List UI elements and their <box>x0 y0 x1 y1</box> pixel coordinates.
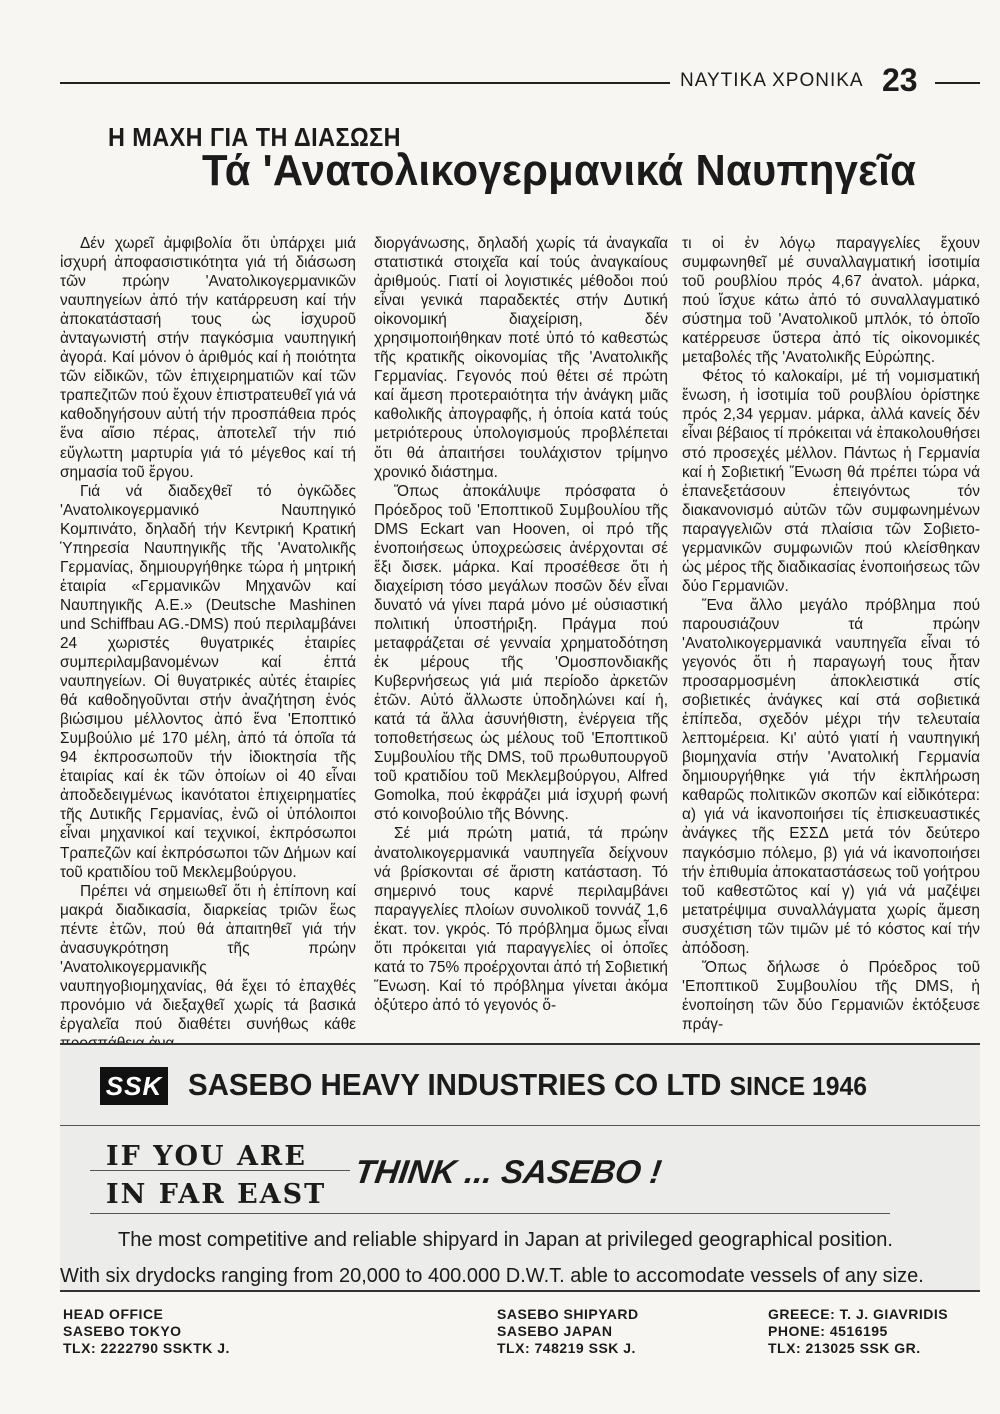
paragraph: διοργάνωσης, δηλαδή χωρίς τά ἀναγκαῖα στατιστικά στοιχεῖα καί τούς ἀναγκαίους ἀριθμούς. Γιατί οἱ λογιστικές μέθοδοι πού εἶναι γενικά παραδεκτές στήν Δυτική οἰκονομική διαχείριση, δέν χρησιμοποιήθηκαν ποτέ ὑπό τό καθεστώς τῆς κρατικῆς οἰκονομίας τῆς 'Ανατολικῆς Γερμανίας. Γεγονός πού θέτει σέ πρώτη καί ἄμεση προτεραιότητα τήν ἀνάγκη μιᾶς καθολικῆς ἀπογραφῆς, ἡ ὁποία κατά τούς μετριότερους ὑπολογισμούς προβλέπεται ὅτι θά ἀπαιτήσει τουλάχιστον τρίμηνο χρονικό διάστημα. <box>374 235 668 481</box>
paragraph: Γιά νά διαδεχθεῖ τό ὀγκῶδες 'Ανατολικογερμανικό Ναυπηγικό Κομπινάτο, δηλαδή τήν Κεντρική Κρατική Ὑπηρεσία Ναυπηγικῆς τῆς 'Ανατολικῆς Γερμανίας, δημιουργήθηκε τώρα ἡ μητρική ἑταιρία «Γερμανικῶν Μηχανῶν καί Ναυπηγικῆς Α.Ε.» (Deutsche Mashinen und Schiffbau AG.-DMS) πού περιλαμβάνει 24 χωριστές θυγατρικές ἑταιρίες συμπεριλαμβανομένων καί ἑπτά ναυπηγείων. Οἱ θυγατρικές αὐτές ἑταιρίες θά καθοδηγοῦνται στήν ἀναζήτηση ἑνός βιώσιμου μέλλοντος ἀπό ἕνα 'Εποπτικό Συμβούλιο μέ 170 μέλη, ἀπό τά ὁποῖα τά 94 ἐκπροσωποῦν τήν ἰδιοκτησία τῆς ἑταιρίας καί ἐκ τῶν ὁποίων οἱ 40 εἶναι ἀποδεδειγμένως ἱκανότατοι ἐπιχειρηματίες τῆς Δυτικῆς Γερμανίας, ἐνῶ οἱ ὑπόλοιποι εἶναι μηχανικοί καί τεχνικοί, ἐκπρόσωποι Τραπεζῶν καί ἐκπρόσωποι τῶν Δήμων καί τοῦ κρατιδίου τοῦ Μεκλεμβούργου. <box>60 482 356 881</box>
article-column-3 <box>682 234 980 1034</box>
article-column-2 <box>374 234 668 1015</box>
paragraph: Σέ μιά πρώτη ματιά, τά πρώην ἀνατολικογερμανικά ναυπηγεῖα δείχνουν νά βρίσκονται σέ ἄριστη κατάσταση. Τό σημερινό τους καρνέ περιλαμβάνει παραγγελίες πλοίων συνολικοῦ τοννάζ 1,6 ἑκατ. τον. γκρός. Τό πρόβλημα ὅμως εἶναι ὅτι πρόκειται γιά παραγγελίες οἱ ὁποῖες κατά το 75% προέρχονται ἀπό τή Σοβιετική Ἕνωση. Καί τό πρόβλημα γίνεται ἀκόμα ὀξύτερο ἀπό τό γεγονός ὅ- <box>374 825 668 1014</box>
address-head-office: HEAD OFFICE SASEBO TOKYO TLX: 2222790 SSKTK J. <box>63 1306 230 1356</box>
paragraph: τι οἱ ἐν λόγῳ παραγγελίες ἔχουν συμφωνηθεῖ μέ συναλλαγματική ἰσοτιμία τοῦ ρουβλίου πρός 4,67 ἀνατολ. μάρκα, πού ἴσχυε κάτω ἀπό τό συναλλαγματικό σύστημα τοῦ 'Ανατολικοῦ μπλόκ, τό ὁποῖο κατέρρευσε ὕστερα ἀπό τίς οἰκονομικές μεταβολές τῆς 'Ανατολικῆς Εὐρώπης. <box>682 235 980 367</box>
since-text: SINCE 1946 <box>729 1071 867 1101</box>
paragraph: Πρέπει νά σημειωθεῖ ὅτι ἡ ἐπίπονη καί μακρά διαδικασία, διαρκείας τριῶν ἕως πέντε ἐτῶν, πού θά ἀπαιτηθεῖ γιά τήν ἀνασυγκρότηση τῆς πρώην 'Ανατολικογερμανικῆς ναυπηγοβιομηχανίας, θά ἔχει τό ἐπαχθές προνόμιο νά διεξαχθεῖ χωρίς τά βασικά ἐργαλεῖα πού διαθέτει συνήθως κάθε <box>60 882 356 1033</box>
paragraph: Ἕνα ἄλλο μεγάλο πρόβλημα πού παρουσιάζουν τά πρώην 'Ανατολικογερμανικά ναυπηγεῖα εἶναι τό γεγονός ὅτι ἡ παραγωγή τους ἦταν προσαρμοσμένη ἀποκλειστικά στίς σοβιετικές ἀνάγκες καί στά σοβιετικά ἐπίπεδα, σχεδόν μέχρι τήν τελευταία λεπτομέρεια. Κι' αὐτό γιατί ἡ ναυπηγική βιομηχανία στήν 'Ανατολική Γερμανία δημιουργήθηκε γιά τήν ἐκπλήρωση καθαρῶς πολιτικῶν σκοπῶν καί εἰδικότερα: α) γιά νά ἱκανοποιήσει τίς ἐπισκευαστικές ἀνάγκες τῆς ΕΣΣΔ μετά τόν δεύτερο παγκόσμιο πόλεμο, β) γιά νά ἱκανοποιήσει τήν ἐπιθυμία ἀποκαταστάσεως τοῦ γοήτρου τοῦ καθεστῶτος καί γ) γιά νά μαζέψει μετατρέψιμα συναλλάγματα χωρίς ἄμεση συσχέτιση τῶν τιμῶν μέ τό κόστος καί τήν ἀπόδοση. <box>682 596 980 957</box>
paragraph: Φέτος τό καλοκαίρι, μέ τή νομισματική ἕνωση, ἡ ἰσοτιμία τοῦ ρουβλίου ὁρίστηκε πρός 2,34 γερμαν. μάρκα, ἀλλά κανείς δέν εἶναι βέβαιος τί πρόκειται νά ἐπακολουθήσει στό προσεχές μέλλον. Πάντως ἡ Γερμανία καί ἡ Σοβιετική Ἕνωση θά πρέπει τώρα νά ἐπανεξετάσουν ἐπειγόντως τόν διακανονισμό αὐτῶν τῶν συμφωνημένων παραγγελιῶν στά πλαίσια τῶν Σοβιετο-γερμανικῶν συμφωνιῶν πού κλείσθηκαν ὡς μέρος τῆς διαδικασίας ἑνοποιήσεως τῶν δύο Γερμανιῶν. <box>682 368 980 595</box>
ad-line-2: IN FAR EAST <box>106 1179 327 1210</box>
header-rule-left <box>60 82 670 84</box>
ad-slogan: THINK ... SASEBO ! <box>352 1153 664 1190</box>
paragraph: Ὅπως δήλωσε ὁ Πρόεδρος τοῦ 'Εποπτικοῦ Συμβουλίου τῆς DMS, ἡ ἑνοποίηση τῶν δύο Γερμανιῶν ἐκτόξευσε πράγ- <box>682 958 980 1033</box>
company-name-text: SASEBO HEAVY INDUSTRIES CO LTD <box>188 1067 722 1102</box>
article-headline: Τά 'Ανατολικογερμανικά Ναυπηγεῖα <box>202 146 917 195</box>
article-kicker: Η ΜΑΧΗ ΓΙΑ ΤΗ ΔΙΑΣΩΣΗ <box>108 122 402 152</box>
page-number: 23 <box>882 62 918 98</box>
paragraph: Ὅπως ἀποκάλυψε πρόσφατα ὁ Πρόεδρος τοῦ 'Εποπτικοῦ Συμβουλίου τῆς DMS Eckart van Hooven, οἱ πρό τῆς ἑνοποιήσεως ὑποχρεώσεις ἀνέρχονται σέ ἕξι δισεκ. μάρκα. Καί προσέθεσε ὅτι ἡ διαχείριση τόσο μεγάλων ποσῶν δέν εἶναι δυνατό νά γίνει παρά μόνο μέ οὐσιαστική πολιτική ὑποστήριξη. Πράγμα πού μεταφράζεται σέ γενναία χρηματοδότηση ἐκ μέρους τῆς 'Ομοσπονδιακῆς Κυβερνήσεως γιά μιά περίοδο ἀρκετῶν ἐτῶν. Αὐτό ἄλλωστε ὑποδηλώνει καί ἡ, κατά τά ἄλλα ἀσυνήθιστη, ἐνέργεια τῆς τοποθετήσεως ὡς μέλους τοῦ 'Εποπτικοῦ Συμβουλίου τῆς DMS, τοῦ πρωθυπουργοῦ τοῦ κρατιδίου τοῦ Μεκλεμβούργου, Alfred Gomolka, πού ἐκφράζει μιά ἰσχυρή φωνή στό κοινοβούλιο τῆς Βόννης. <box>374 482 668 824</box>
ad-company-name <box>188 1067 867 1103</box>
ad-divider <box>60 1125 980 1126</box>
ad-rule <box>90 1213 890 1214</box>
address-greece: GREECE: T. J. GIAVRIDIS PHONE: 4516195 TLX: 213025 SSK GR. <box>768 1306 949 1356</box>
ad-tagline-1: The most competitive and reliable shipyard in Japan at privileged geographical position. <box>118 1229 893 1251</box>
advertisement <box>60 1043 980 1292</box>
ad-line-1: IF YOU ARE <box>106 1141 307 1172</box>
address-shipyard: SASEBO SHIPYARD SASEBO JAPAN TLX: 748219 SSK J. <box>497 1306 639 1356</box>
ad-tagline-2: With six drydocks ranging from 20,000 to 400.000 D.W.T. able to accomodate vessels of any size. <box>60 1265 924 1287</box>
article-column-1 <box>60 234 356 1053</box>
ssk-logo: SSK <box>100 1067 168 1105</box>
paragraph: Δέν χωρεῖ ἀμφιβολία ὅτι ὑπάρχει μιά ἰσχυρή ἀποφασιστικότητα γιά τή διάσωση τῶν πρώην 'Ανατολικογερμανικῶν ναυπηγείων ἀπό τήν κατάρρευση καί τήν ἀποκατάστασή τους ὡς ἰσχυροῦ ἀνταγωνιστή στήν παγκόσμια ναυπηγική ἀγορά. Καί μόνον ὁ ἀριθμός καί ἡ ποιότητα τῶν εἰδικῶν, τῶν ἐπιχειρηματιῶν καί τῶν τραπεζιτῶν πού ἔχουν ἐπιστρατευθεῖ γιά νά καθοδηγήσουν αὐτή τήν προσπάθεια πρός ἕνα αἴσιο πέρας, ἀποτελεῖ τήν πιό εὔγλωττη μαρτυρία γιά τό μέγεθος καί τή σημασία τοῦ ἔργου. <box>60 235 356 481</box>
publication-name: ΝΑΥΤΙΚΑ ΧΡΟΝΙΚΑ <box>680 70 864 91</box>
header-rule-right <box>935 82 980 84</box>
